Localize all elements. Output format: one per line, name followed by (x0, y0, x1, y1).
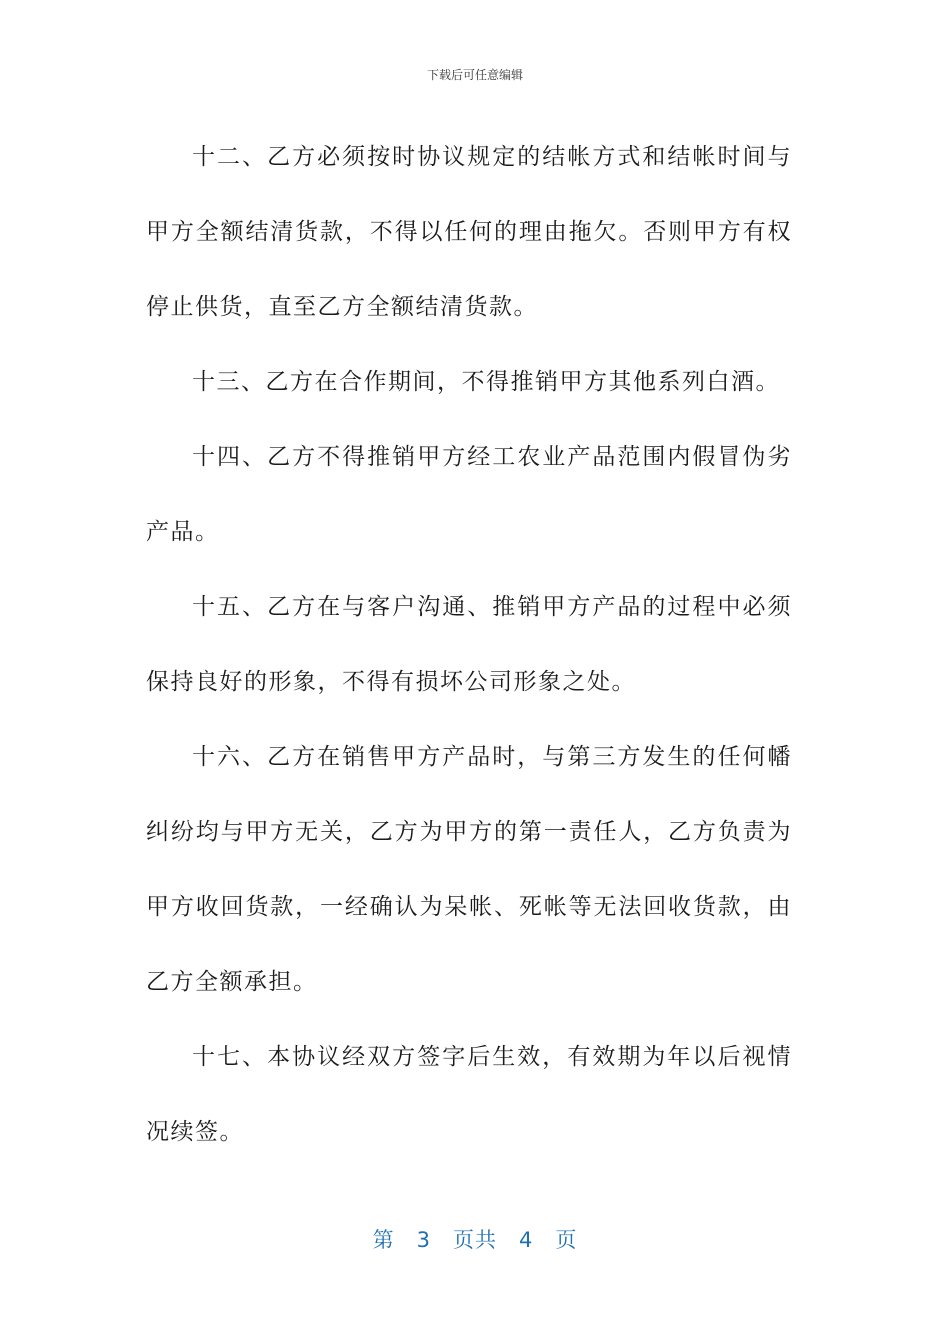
page-footer (0, 1224, 950, 1254)
document-body (146, 120, 792, 1170)
page-header: 下载后可任意编辑 (426, 68, 523, 82)
clause-14: 十四、乙方不得推销甲方经工农业产品范围内假冒伪劣产品。 (146, 444, 792, 545)
clause-12: 十二、乙方必须按时协议规定的结帐方式和结帐时间与甲方全额结清货款，不得以任何的理由拖欠。否则甲方有权停止供货，直至乙方全额结清货款。 (146, 144, 792, 320)
page-mid: 页共 (453, 1228, 497, 1252)
page-prefix: 第 (372, 1228, 395, 1252)
clause-15: 十五、乙方在与客户沟通、推销甲方产品的过程中必须保持良好的形象，不得有损坏公司形象之处。 (146, 594, 792, 695)
page-suffix: 页 (555, 1228, 578, 1252)
clause-17: 十七、本协议经双方签字后生效，有效期为年以后视情况续签。 (146, 1044, 792, 1145)
clause-16: 十六、乙方在销售甲方产品时，与第三方发生的任何幡纠纷均与甲方无关，乙方为甲方的第一责任人，乙方负责为甲方收回货款，一经确认为呆帐、死帐等无法回收货款，由乙方全额承担。 (146, 744, 792, 995)
page-total: 4 (519, 1228, 534, 1252)
page-current: 3 (416, 1228, 431, 1252)
clause-13: 十三、乙方在合作期间，不得推销甲方其他系列白酒。 (192, 369, 780, 395)
